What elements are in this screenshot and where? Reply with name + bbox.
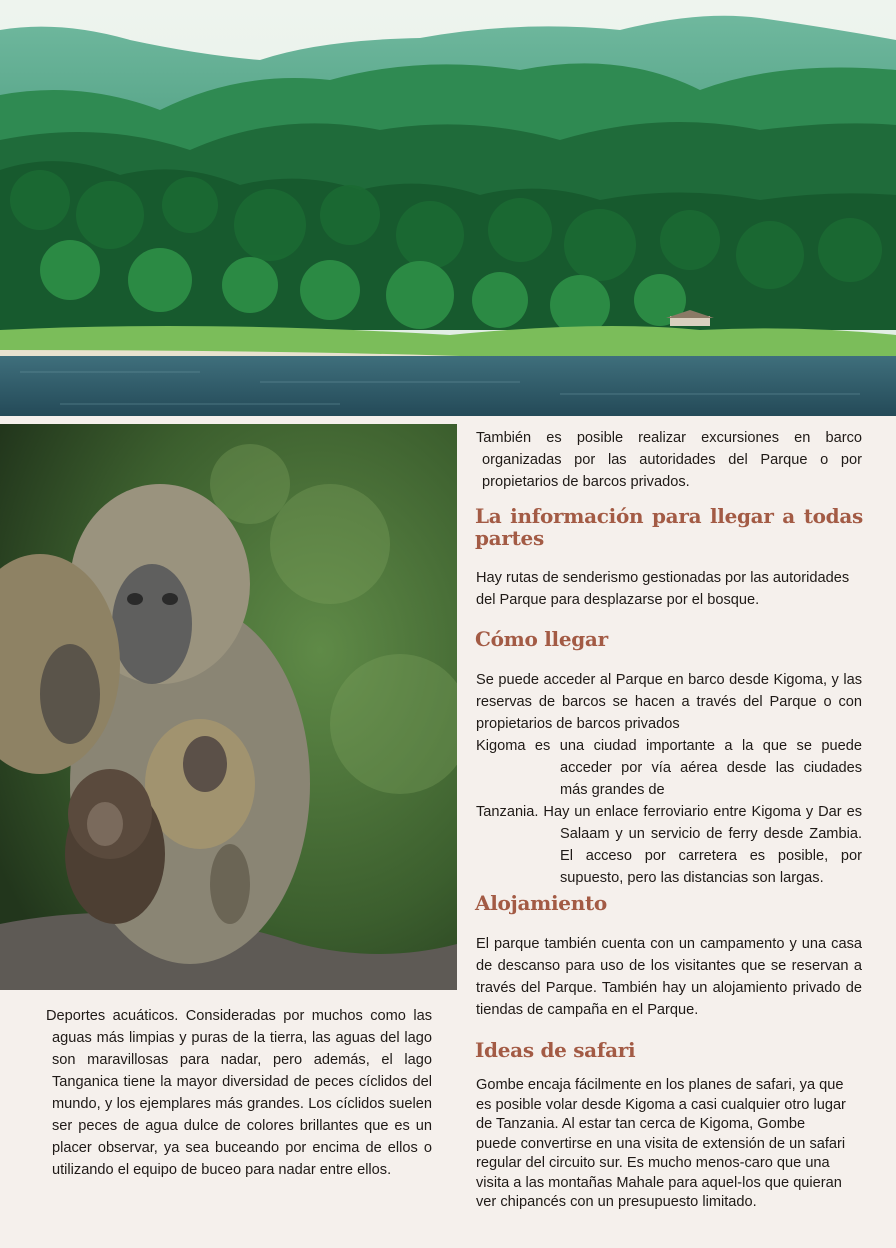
info-paragraph	[476, 567, 866, 611]
deportes-paragraph	[46, 1005, 432, 1181]
hiking-routes-text: Hay rutas de senderismo gestionadas por las autoridades del Parque para desplazarse por el bosque.	[476, 570, 850, 608]
como-llegar-text-1: Se puede acceder al Parque en barco desde Kigoma, y las reservas de barcos se hacen a través del Parque o con propietarios de barcos privados	[476, 672, 862, 732]
deportes-text: Deportes acuáticos. Consideradas por muchos como las aguas más limpias y puras de la tierra, las aguas del lago son maravillosas para nadar, pero además, el lago Tanganica tiene la mayor diversidad de peces cíclidos del mundo, y los ejemplares más grandes. Los cíclidos suelen ser peces de agua dulce de colores brillantes que es un placer observar, ya sea buceando por encima de ellos o utilizando el equipo de buceo para nadar entre ellos.	[46, 1008, 432, 1178]
heading-safari: Ideas de safari	[475, 1038, 636, 1062]
boat-excursions-text: También es posible realizar excursiones en barco organizadas por las autoridades del Parque o por propietarios de barcos privados.	[476, 430, 862, 490]
heading-alojamiento: Alojamiento	[475, 891, 607, 915]
safari-paragraph	[476, 1076, 846, 1213]
hero-illustration	[0, 0, 896, 416]
heading-info: La información para llegar a todas partes	[475, 504, 863, 550]
safari-text: Gombe encaja fácilmente en los planes de safari, ya que es posible volar desde Kigoma a casi cualquier otro lugar de Tanzania. Al estar tan cerca de Kigoma, Gombe puede convertirse en una visita de extensión de un safari regular del circuito sur. Es mucho menos-caro que una visita a las montañas Mahale para aquel-los que quieran ver chipancés con un presupuesto limitado.	[476, 1077, 846, 1210]
como-llegar-paragraphs	[476, 669, 862, 889]
como-llegar-text-3: Tanzania. Hay un enlace ferroviario entre Kigoma y Dar es Salaam y un servicio de ferry desde Zambia. El acceso por carretera es posible, por supuesto, pero las distancias son largas.	[476, 804, 862, 886]
alojamiento-text: El parque también cuenta con un campamento y una casa de descanso para uso de los visitantes que se reservan a través del Parque. También hay un alojamiento privado de tiendas de campaña en el Parque.	[476, 936, 862, 1018]
baboon-family-photo	[0, 424, 457, 990]
intro-paragraph	[476, 427, 862, 493]
como-llegar-text-2: Kigoma es una ciudad importante a la que se puede acceder por vía aérea desde las ciudades más grandes de	[476, 738, 862, 798]
lake-forest-hills-photo	[0, 0, 896, 416]
alojamiento-paragraph	[476, 933, 862, 1021]
heading-como-llegar: Cómo llegar	[475, 627, 608, 651]
baboons-illustration	[0, 424, 457, 990]
